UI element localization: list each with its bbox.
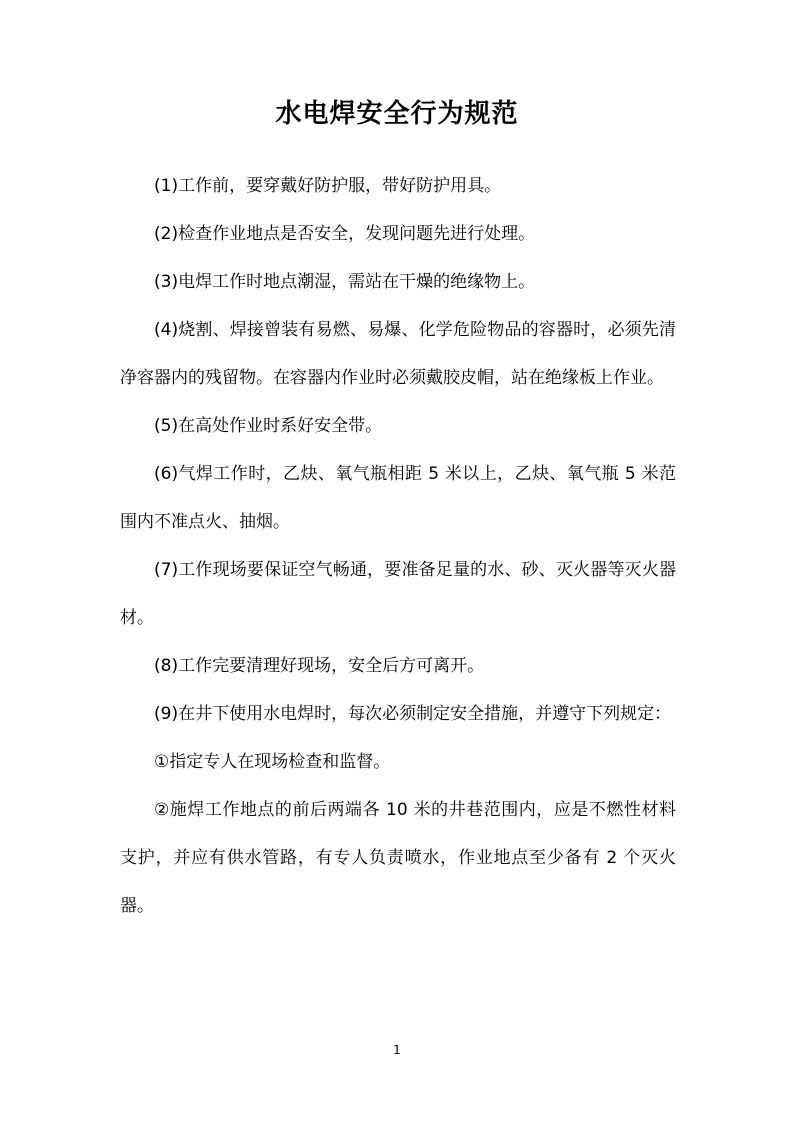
- document-body: [120, 162, 676, 930]
- paragraph-9: (9)在井下使用水电焊时，每次必须制定安全措施，并遵守下列规定：: [154, 704, 672, 724]
- paragraph-7: (7)工作现场要保证空气畅通，要准备足量的水、砂、灭火器等灭火器材。: [120, 560, 676, 628]
- paragraph-9-item-1: ①指定专人在现场检查和监督。: [154, 752, 391, 772]
- paragraph-8: (8)工作完要清理好现场，安全后方可离开。: [154, 656, 485, 676]
- paragraph-6: (6)气焊工作时，乙炔、氧气瓶相距 5 米以上，乙炔、氧气瓶 5 米范围内不准点火、抽烟。: [120, 464, 676, 532]
- paragraph-5: (5)在高处作业时系好安全带。: [154, 416, 383, 436]
- paragraph-3: (3)电焊工作时地点潮湿，需站在干燥的绝缘物上。: [154, 272, 536, 292]
- paragraph-9-item-2: ②施焊工作地点的前后两端各 10 米的井巷范围内，应是不燃性材料支护，并应有供水管路，有专人负责喷水，作业地点至少备有 2 个灭火器。: [120, 800, 676, 916]
- paragraph-2: (2)检查作业地点是否安全，发现问题先进行处理。: [154, 224, 536, 244]
- paragraph-1: (1)工作前，要穿戴好防护服，带好防护用具。: [154, 176, 502, 196]
- paragraph-4: (4)烧割、焊接曾装有易燃、易爆、化学危险物品的容器时，必须先清净容器内的残留物。在容器内作业时必须戴胶皮帽，站在绝缘板上作业。: [120, 320, 676, 388]
- page-number: 1: [393, 1043, 401, 1057]
- document-title: 水电焊安全行为规范: [275, 99, 519, 129]
